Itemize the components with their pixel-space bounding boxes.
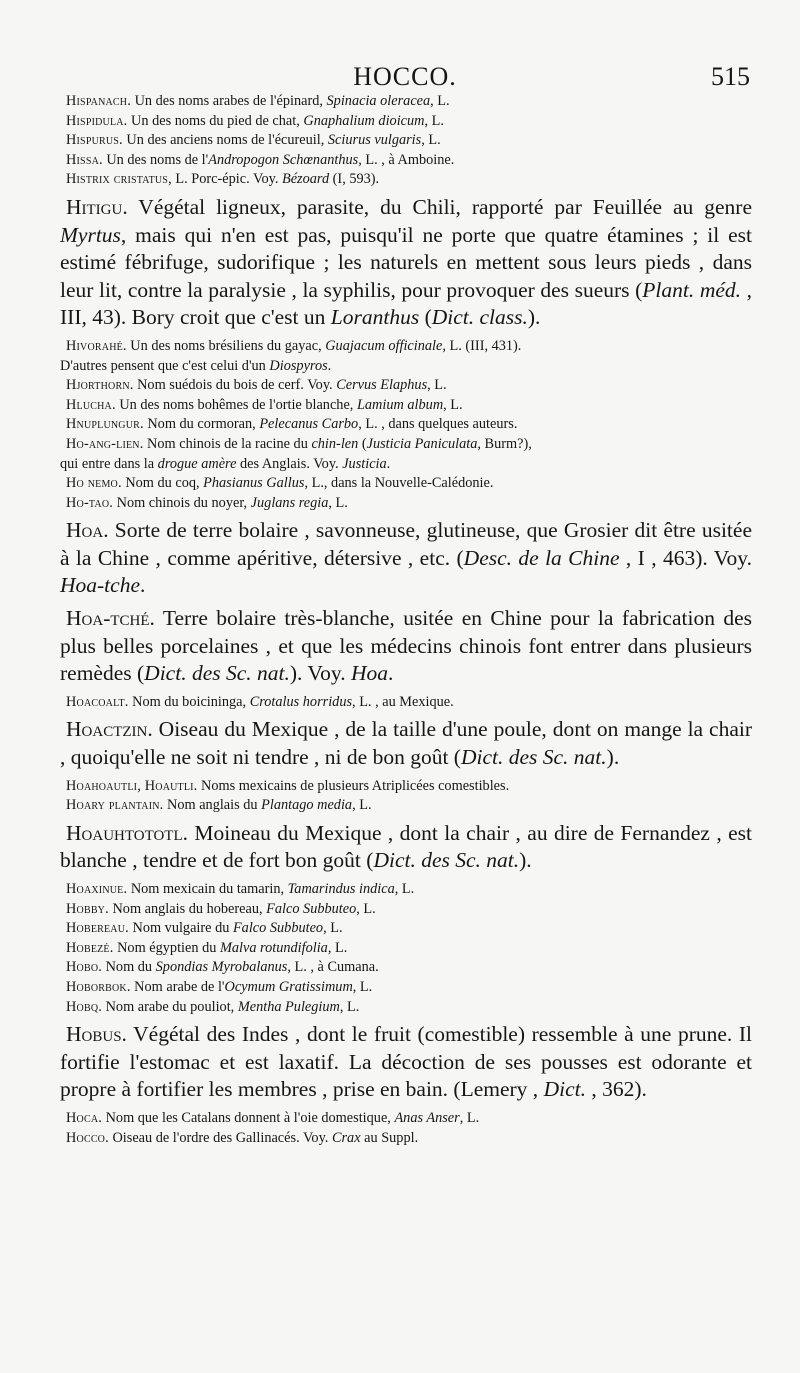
entry-text: Végétal ligneux, parasite, du Chili, rapporté par Feuillée au genre xyxy=(127,194,752,219)
entry-text: . xyxy=(327,357,332,374)
entry-italic-term: Spondias Myrobalanus xyxy=(155,959,288,976)
dictionary-entry xyxy=(60,474,752,494)
entry-text: , L. xyxy=(459,1109,480,1126)
entry-italic-term: Crotalus horridus xyxy=(249,693,353,710)
entry-text: Nom anglais du hobereau, xyxy=(108,900,267,917)
entry-headword: Hoaxinue. xyxy=(66,881,128,897)
entry-italic-term: Justicia xyxy=(342,455,387,472)
dictionary-entry-major xyxy=(60,820,752,875)
page-number: 515 xyxy=(711,62,750,91)
entry-text: Nom chinois de la racine du xyxy=(143,435,312,452)
entry-headword: Hoborbok. xyxy=(66,978,131,995)
entry-italic-term: Plantago media xyxy=(261,797,353,814)
entry-text: Oiseau du Mexique , de la taille d'une poule, dont on mange la chair , quoiqu'elle ne soit ni tendre , ni de bon goût ( xyxy=(60,717,752,770)
entry-text: au Suppl. xyxy=(360,1129,419,1146)
dictionary-entries xyxy=(60,92,752,1148)
entry-headword: Hobus. xyxy=(66,1022,127,1047)
entry-text: , L. xyxy=(427,377,447,394)
entry-italic-term: Hoa-tche xyxy=(60,573,140,598)
entry-text: Nom du boicininga, xyxy=(128,693,250,710)
entry-text: Nom chinois du noyer, xyxy=(113,494,251,511)
entry-italic-term: Lamium album xyxy=(356,396,444,413)
entry-headword: Hoahoautli, Hoautli. xyxy=(66,777,198,794)
dictionary-entry xyxy=(60,396,752,416)
entry-text: Un des noms du pied de chat, xyxy=(127,112,304,129)
entry-headword: Hoa-tché. xyxy=(66,606,155,631)
entry-text: ( xyxy=(419,305,432,330)
entry-headword: Hivorahé. xyxy=(66,337,127,354)
dictionary-entry-major xyxy=(60,1021,752,1104)
entry-headword: Ho nemo. xyxy=(66,475,122,492)
dictionary-entry xyxy=(60,919,752,939)
entry-headword: Ho-ang-lien. xyxy=(66,435,144,452)
entry-text: Nom suédois du bois de cerf. Voy. xyxy=(133,377,337,394)
entry-italic-term: Pelecanus Carbo xyxy=(259,416,359,433)
entry-headword: Hoa. xyxy=(66,518,109,543)
entry-text: , L. , dans quelques auteurs. xyxy=(358,416,518,433)
entry-italic-term: Gnaphalium dioicum xyxy=(303,112,425,129)
dictionary-entry-major xyxy=(60,194,752,332)
dictionary-entry xyxy=(60,880,752,900)
entry-text: Noms mexicains de plusieurs Atriplicées comestibles. xyxy=(197,777,510,794)
dictionary-entry xyxy=(60,777,752,797)
entry-text: des Anglais. Voy. xyxy=(236,455,343,472)
entry-headword: Hobereau. xyxy=(66,920,129,937)
entry-headword: Hobo. xyxy=(66,959,103,976)
entry-italic-term: Mentha Pulegium xyxy=(237,998,340,1015)
entry-text: Un des noms de l' xyxy=(102,151,209,168)
entry-headword: Hocco. xyxy=(66,1129,109,1146)
entry-italic-term: drogue amère xyxy=(157,455,237,472)
entry-text: Nom du xyxy=(102,959,156,976)
entry-text: Un des noms arabes de l'épinard, xyxy=(131,93,327,109)
entry-text: ( xyxy=(358,435,367,452)
page-header xyxy=(60,62,750,92)
entry-text: , I , 463). Voy. xyxy=(619,545,752,570)
dictionary-entry xyxy=(60,998,752,1018)
entry-text: ). xyxy=(606,745,620,770)
dictionary-entry xyxy=(60,131,752,151)
entry-headword: Hlucha. xyxy=(66,396,116,413)
dictionary-entry xyxy=(60,337,752,357)
entry-italic-term: Dict. xyxy=(543,1077,586,1102)
entry-italic-term: Tamarindus indica xyxy=(287,881,395,897)
entry-text: Nom mexicain du tamarin, xyxy=(127,881,288,897)
dictionary-entry xyxy=(60,357,752,377)
entry-text: Un des noms bohêmes de l'ortie blanche, xyxy=(115,396,357,413)
entry-headword: Hitigu. xyxy=(66,194,128,219)
entry-headword: Hoauhtototl. xyxy=(66,820,189,845)
entry-text: Nom égyptien du xyxy=(113,939,220,956)
entry-text: , L. xyxy=(394,881,415,897)
entry-text: Nom vulgaire du xyxy=(128,920,233,937)
running-title: HOCCO. xyxy=(353,62,457,91)
dictionary-entry xyxy=(60,151,752,171)
entry-text: , L. xyxy=(352,797,372,814)
entry-text: , L. , au Mexique. xyxy=(352,693,454,710)
entry-italic-term: Falco Subbuteo xyxy=(266,900,357,917)
entry-text: . xyxy=(388,661,394,686)
entry-text: Nom arabe de l' xyxy=(130,978,225,995)
dictionary-entry xyxy=(60,494,752,514)
entry-text: ). xyxy=(519,848,532,873)
entry-headword: Hispurus. xyxy=(66,132,123,149)
entry-text: , III, 43). Bory croit que c'est un xyxy=(60,277,753,330)
entry-headword: Hoary plantain. xyxy=(66,797,164,814)
entry-italic-term: Crax xyxy=(331,1129,361,1146)
dictionary-entry xyxy=(60,958,752,978)
entry-italic-term: Dict. des Sc. nat. xyxy=(144,661,290,686)
entry-italic-term: Desc. de la Chine xyxy=(463,545,620,570)
entry-text: , L. xyxy=(356,900,376,917)
entry-italic-term: Anas Anser xyxy=(394,1109,460,1126)
dictionary-entry-major xyxy=(60,517,752,600)
entry-text: , L. xyxy=(323,920,343,937)
entry-italic-term: Cervus Elaphus xyxy=(336,377,428,394)
entry-italic-term: Diospyros xyxy=(269,357,328,374)
dictionary-entry xyxy=(60,1109,752,1129)
entry-text: Terre bolaire très-blanche, usitée en Chine pour la fabrication des plus belles porcelaines , et que les médecins chinois font entrer dans plusieurs remèdes ( xyxy=(60,606,752,686)
entry-text: Nom que les Catalans donnent à l'oie domestique, xyxy=(102,1109,395,1126)
entry-text: Sorte de terre bolaire , savonneuse, glutineuse, que Grosier dit être usitée à la Chine , comme apéritive, détersive , etc. ( xyxy=(60,518,752,570)
entry-text: , L. xyxy=(421,132,441,149)
entry-headword: Histrix cristatus, xyxy=(66,171,172,188)
entry-text: , L. xyxy=(424,112,444,129)
entry-text: Végétal des Indes , dont le fruit (comestible) ressemble à une prune. Il fortifie l'estomac et est laxatif. La décoction de ses pousses est odorante et propre à fortifier les membres , prise en bain. (Lemery , xyxy=(60,1022,752,1102)
entry-italic-term: chin-len xyxy=(311,435,359,452)
dictionary-entry xyxy=(60,693,752,713)
entry-italic-term: Guajacum officinale xyxy=(325,337,443,354)
entry-text: , L. (III, 431). xyxy=(442,337,522,354)
entry-italic-term: Juglans regia xyxy=(250,494,329,511)
entry-text: Moineau du Mexique , dont la chair , au dire de Fernandez , est blanche , tendre et de fort bon goût ( xyxy=(60,820,752,873)
entry-italic-term: Bézoard xyxy=(281,171,330,188)
dictionary-entry xyxy=(60,900,752,920)
dictionary-entry xyxy=(60,170,752,190)
entry-text: , L. , à Cumana. xyxy=(287,959,379,976)
dictionary-entry-major xyxy=(60,716,752,771)
entry-text: (I, 593). xyxy=(329,171,380,188)
dictionary-entry xyxy=(60,939,752,959)
entry-headword: Hnuplungur. xyxy=(66,416,144,433)
entry-italic-term: Ocymum Gratissimum xyxy=(224,978,353,995)
entry-text: Nom du cormoran, xyxy=(143,416,260,433)
entry-headword: Hobby. xyxy=(66,900,109,917)
entry-text: , L. xyxy=(443,396,463,413)
entry-italic-term: Myrtus xyxy=(60,222,121,247)
entry-text: Un des noms brésiliens du gayac, xyxy=(126,337,326,354)
entry-italic-term: Plant. méd. xyxy=(642,277,742,302)
entry-text: , L. xyxy=(430,93,450,109)
entry-headword: Hjorthorn. xyxy=(66,377,134,394)
entry-headword: Hoactzin. xyxy=(66,717,153,742)
entry-text: Un des anciens noms de l'écureuil, xyxy=(122,132,328,149)
entry-text: ). Voy. xyxy=(289,661,352,686)
entry-text: , L. , à Amboine. xyxy=(358,151,455,168)
dictionary-entry xyxy=(60,1129,752,1149)
entry-text: Nom arabe du pouliot, xyxy=(102,998,238,1015)
entry-italic-term: Sciurus vulgaris xyxy=(327,132,422,149)
entry-italic-term: Dict. class. xyxy=(431,305,528,330)
entry-italic-term: Justicia Paniculata xyxy=(366,435,478,452)
entry-text: . xyxy=(386,455,391,472)
entry-text: , L. xyxy=(328,494,348,511)
entry-italic-term: Loranthus xyxy=(330,305,420,330)
entry-text: . xyxy=(140,573,146,598)
entry-headword: Hispidula. xyxy=(66,112,128,129)
entry-headword: Hissa. xyxy=(66,151,103,168)
entry-italic-term: Spinacia oleracea xyxy=(326,93,431,109)
dictionary-entry-major xyxy=(60,605,752,688)
entry-italic-term: Phasianus Gallus xyxy=(203,475,305,492)
entry-text: Oiseau de l'ordre des Gallinacés. Voy. xyxy=(108,1129,332,1146)
dictionary-entry xyxy=(60,455,752,475)
entry-italic-term: Andropogon Schœnanthus xyxy=(208,151,359,168)
dictionary-entry xyxy=(60,796,752,816)
entry-headword: Hobq. xyxy=(66,998,103,1015)
dictionary-entry xyxy=(60,376,752,396)
entry-headword: Ho-tao. xyxy=(66,494,114,511)
entry-text: , 362). xyxy=(585,1077,647,1102)
entry-text: , L. xyxy=(327,939,348,956)
entry-text: , L. xyxy=(339,998,360,1015)
entry-headword: Hoca. xyxy=(66,1109,103,1126)
entry-italic-term: Malva rotundifolia xyxy=(219,939,328,956)
entry-italic-term: Falco Subbuteo xyxy=(232,920,324,937)
entry-text: Nom du coq, xyxy=(121,475,204,492)
entry-text: Nom anglais du xyxy=(163,797,262,814)
entry-headword: Hispanach. xyxy=(66,93,131,109)
entry-text: , mais qui n'en est pas, puisqu'il ne porte que quatre étamines ; il est estimé fébrifuge, sudorifique ; les naturels en mettent sous leurs pieds , dans leur lit, contre la paralysie , la syphilis, pour provoquer des sueurs ( xyxy=(60,222,752,302)
dictionary-entry xyxy=(60,978,752,998)
dictionary-entry xyxy=(60,435,752,455)
dictionary-entry xyxy=(60,415,752,435)
entry-text: D'autres pensent que c'est celui d'un xyxy=(60,357,270,374)
dictionary-entry xyxy=(60,112,752,132)
entry-italic-term: Dict. des Sc. nat. xyxy=(460,745,607,770)
entry-text: qui entre dans la xyxy=(60,455,158,472)
entry-text: ). xyxy=(527,305,541,330)
entry-text: , L., dans la Nouvelle-Calédonie. xyxy=(304,475,494,492)
entry-text: L. Porc-épic. Voy. xyxy=(171,171,282,188)
entry-text: , Burm?), xyxy=(477,435,532,452)
entry-text: , L. xyxy=(352,978,373,995)
entry-italic-term: Dict. des Sc. nat. xyxy=(373,848,520,873)
entry-headword: Hoacoalt. xyxy=(66,693,129,710)
entry-italic-term: Hoa xyxy=(351,661,389,686)
entry-headword: Hobezé. xyxy=(66,939,114,956)
dictionary-entry xyxy=(60,92,752,112)
